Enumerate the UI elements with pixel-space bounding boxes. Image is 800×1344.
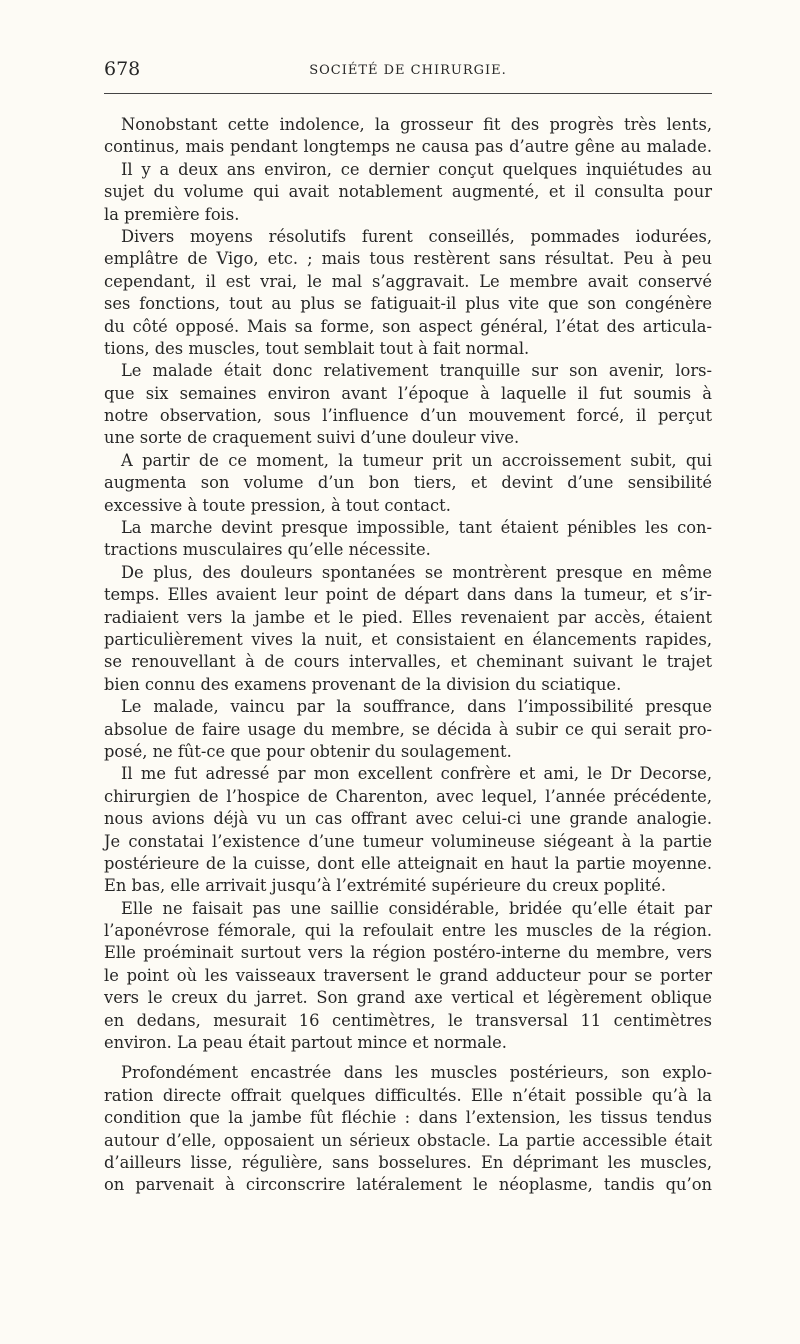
text-line: Elle ne faisait pas une saillie considérable, bridée qu’elle était par <box>121 898 712 918</box>
text-line: Il y a deux ans environ, ce dernier conçut quelques inquiétudes au <box>121 159 712 179</box>
text-line: Divers moyens résolutifs furent conseillés, pommades iodurées, <box>121 226 712 246</box>
text-line: une sorte de craquement suivi d’une douleur vive. <box>104 428 520 448</box>
text-line: environ. La peau était partout mince et normale. <box>104 1033 507 1053</box>
text-line: que six semaines environ avant l’époque à laquelle il fut soumis à <box>104 383 712 403</box>
text-line: se renouvellant à de cours intervalles, et cheminant suivant le trajet <box>104 652 712 672</box>
text-line: excessive à toute pression, à tout contact. <box>104 495 451 515</box>
text-line: chirurgien de l’hospice de Charenton, avec lequel, l’année précédente, <box>104 786 712 806</box>
text-line: du côté opposé. Mais sa forme, son aspect général, l’état des articula- <box>104 316 712 336</box>
text-line: tions, des muscles, tout semblait tout à fait normal. <box>104 338 530 358</box>
text-line: tractions musculaires qu’elle nécessite. <box>104 540 431 560</box>
text-line: postérieure de la cuisse, dont elle atteignait en haut la partie moyenne. <box>104 853 712 873</box>
text-line: Il me fut adressé par mon excellent confrère et ami, le Dr Decorse, <box>121 764 712 784</box>
text-line: emplâtre de Vigo, etc. ; mais tous restèrent sans résultat. Peu à peu <box>104 249 712 269</box>
page-number: 678 <box>104 58 141 80</box>
text-line: La marche devint presque impossible, tant étaient pénibles les con- <box>121 518 712 538</box>
article-body <box>104 114 712 1197</box>
text-line: ration directe offrait quelques difficultés. Elle n’était possible qu’à la <box>104 1085 712 1105</box>
text-line: nous avions déjà vu un cas offrant avec celui-ci une grande analogie. <box>104 809 712 829</box>
text-line: condition que la jambe fût fléchie : dans l’extension, les tissus tendus <box>104 1108 712 1128</box>
text-line: absolue de faire usage du membre, se décida à subir ce qui serait pro- <box>104 719 712 739</box>
page-header <box>104 58 712 88</box>
text-line: continus, mais pendant longtemps ne causa pas d’autre gêne au malade. <box>104 137 712 157</box>
text-line: ses fonctions, tout au plus se fatiguait-il plus vite que son congénère <box>104 294 712 314</box>
text-line: cependant, il est vrai, le mal s’aggravait. Le membre avait conservé <box>104 271 712 291</box>
text-line: la première fois. <box>104 204 240 224</box>
text-line: Je constatai l’existence d’une tumeur volumineuse siégeant à la partie <box>104 831 712 851</box>
text-line: l’aponévrose fémorale, qui la refoulait entre les muscles de la région. <box>104 921 712 941</box>
text-line: Nonobstant cette indolence, la grosseur fit des progrès très lents, <box>121 115 712 134</box>
text-line: posé, ne fût-ce que pour obtenir du soulagement. <box>104 741 512 761</box>
text-line: particulièrement vives la nuit, et consistaient en élancements rapides, <box>104 629 712 649</box>
text-line: Le malade était donc relativement tranquille sur son avenir, lors- <box>121 361 712 381</box>
text-line: De plus, des douleurs spontanées se montrèrent presque en même <box>121 562 712 582</box>
text-line: le point où les vaisseaux traversent le grand adducteur pour se porter <box>104 965 712 985</box>
text-line: radiaient vers la jambe et le pied. Elles revenaient par accès, étaient <box>104 607 712 627</box>
text-line: temps. Elles avaient leur point de départ dans dans la tumeur, et s’ir- <box>104 585 712 605</box>
text-line: En bas, elle arrivait jusqu’à l’extrémité supérieure du creux poplité. <box>104 876 667 896</box>
text-line: Profondément encastrée dans les muscles postérieurs, son explo- <box>121 1063 712 1083</box>
text-line: notre observation, sous l’influence d’un mouvement forcé, il perçut <box>104 406 712 426</box>
text-line: vers le creux du jarret. Son grand axe vertical et légèrement oblique <box>104 988 712 1008</box>
text-line: bien connu des examens provenant de la division du sciatique. <box>104 674 622 694</box>
text-line: augmenta son volume d’un bon tiers, et devint d’une sensibilité <box>104 473 712 493</box>
text-line: A partir de ce moment, la tumeur prit un accroissement subit, qui <box>121 450 712 470</box>
text-line: en dedans, mesurait 16 centimètres, le transversal 11 centimètres <box>104 1010 712 1030</box>
text-line: Le malade, vaincu par la souffrance, dans l’impossibilité presque <box>121 697 712 717</box>
text-line: on parvenait à circonscrire latéralement le néoplasme, tandis qu’on <box>104 1175 712 1195</box>
text-line: Elle proéminait surtout vers la région postéro-interne du membre, vers <box>104 943 712 963</box>
running-title: SOCIÉTÉ DE CHIRURGIE. <box>309 63 507 78</box>
text-line: d’ailleurs lisse, régulière, sans bosselures. En déprimant les muscles, <box>104 1152 712 1172</box>
text-line: autour d’elle, opposaient un sérieux obstacle. La partie accessible était <box>104 1130 712 1150</box>
header-rule <box>104 93 712 94</box>
text-line: sujet du volume qui avait notablement augmenté, et il consulta pour <box>104 182 712 202</box>
